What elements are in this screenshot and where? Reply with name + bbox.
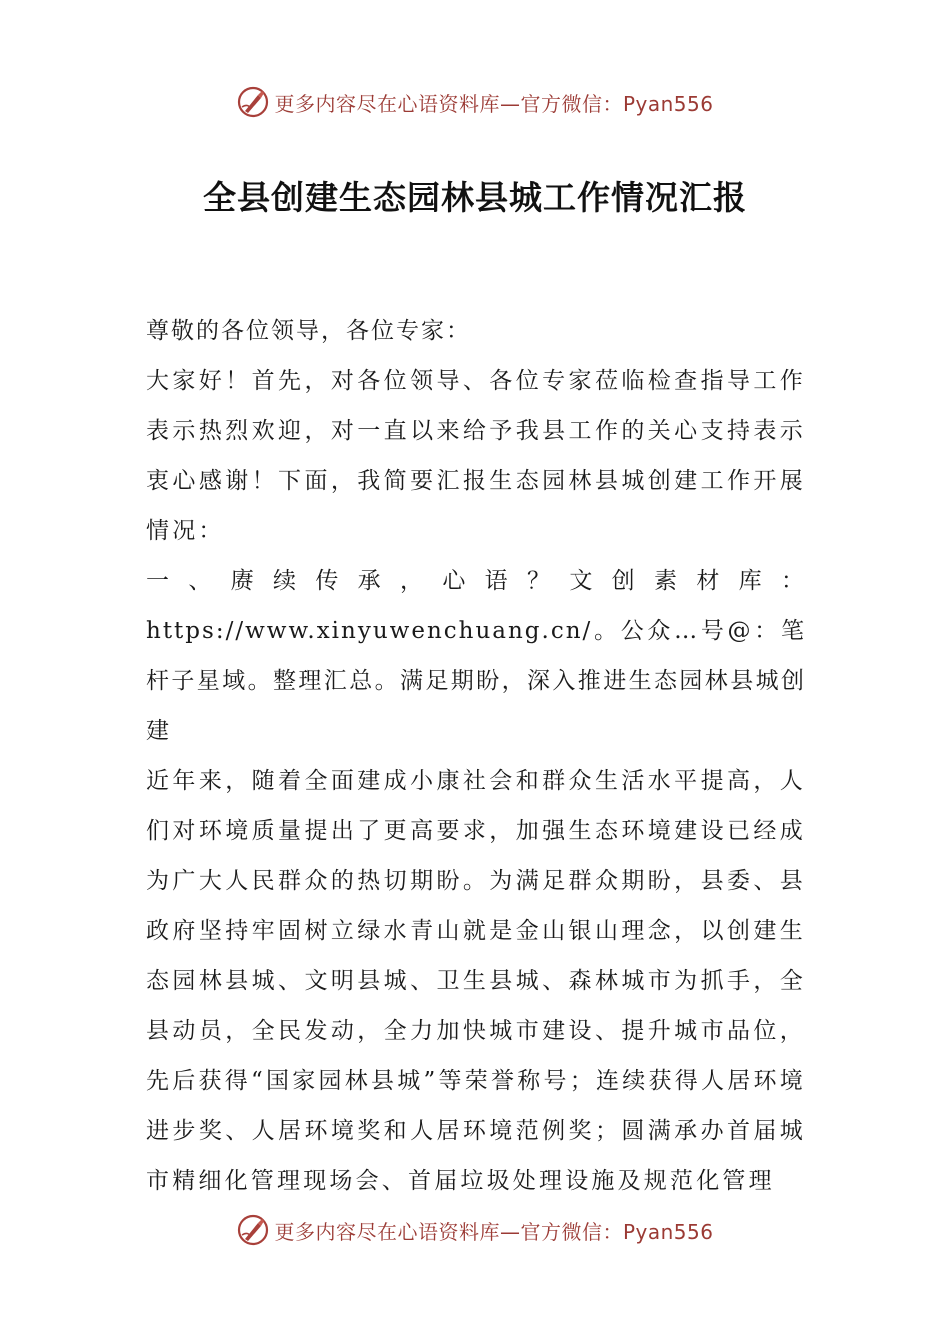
pen-logo-icon [236, 1213, 270, 1247]
watermark-text: 更多内容尽在心语资料库—官方微信：Pyan556 [274, 1219, 714, 1244]
section-heading: 一、赓续传承，心语？文创素材库：https://www.xinyuwenchuang.cn/。公众…号@：笔杆子星域。整理汇总。满足期盼，深入推进生态园林县城创建 [146, 568, 806, 744]
document-title: 全县创建生态园林县城工作情况汇报 [203, 178, 747, 217]
watermark-footer [0, 1210, 950, 1250]
document-body [146, 306, 806, 1206]
salutation: 尊敬的各位领导，各位专家： [146, 318, 471, 344]
watermark-header [0, 82, 950, 122]
pen-logo-icon [236, 85, 270, 119]
watermark-text: 更多内容尽在心语资料库—官方微信：Pyan556 [274, 91, 714, 116]
paragraph-greeting: 大家好！首先，对各位领导、各位专家莅临检查指导工作表示热烈欢迎，对一直以来给予我县工作的关心支持表示衷心感谢！下面，我简要汇报生态园林县城创建工作开展情况： [146, 368, 806, 544]
paragraph-background: 近年来，随着全面建成小康社会和群众生活水平提高，人们对环境质量提出了更高要求，加强生态环境建设已经成为广大人民群众的热切期盼。为满足群众期盼，县委、县政府坚持牢固树立绿水青山就是金山银山理念，以创建生态园林县城、文明县城、卫生县城、森林城市为抓手，全县动员，全民发动，全力加快城市建设、提升城市品位，先后获得“国家园林县城”等荣誉称号；连续获得人居环境进步奖、人居环境奖和人居环境范例奖；圆满承办首届城市精细化管理现场会、首届垃圾处理设施及规范化管理 [146, 768, 806, 1194]
